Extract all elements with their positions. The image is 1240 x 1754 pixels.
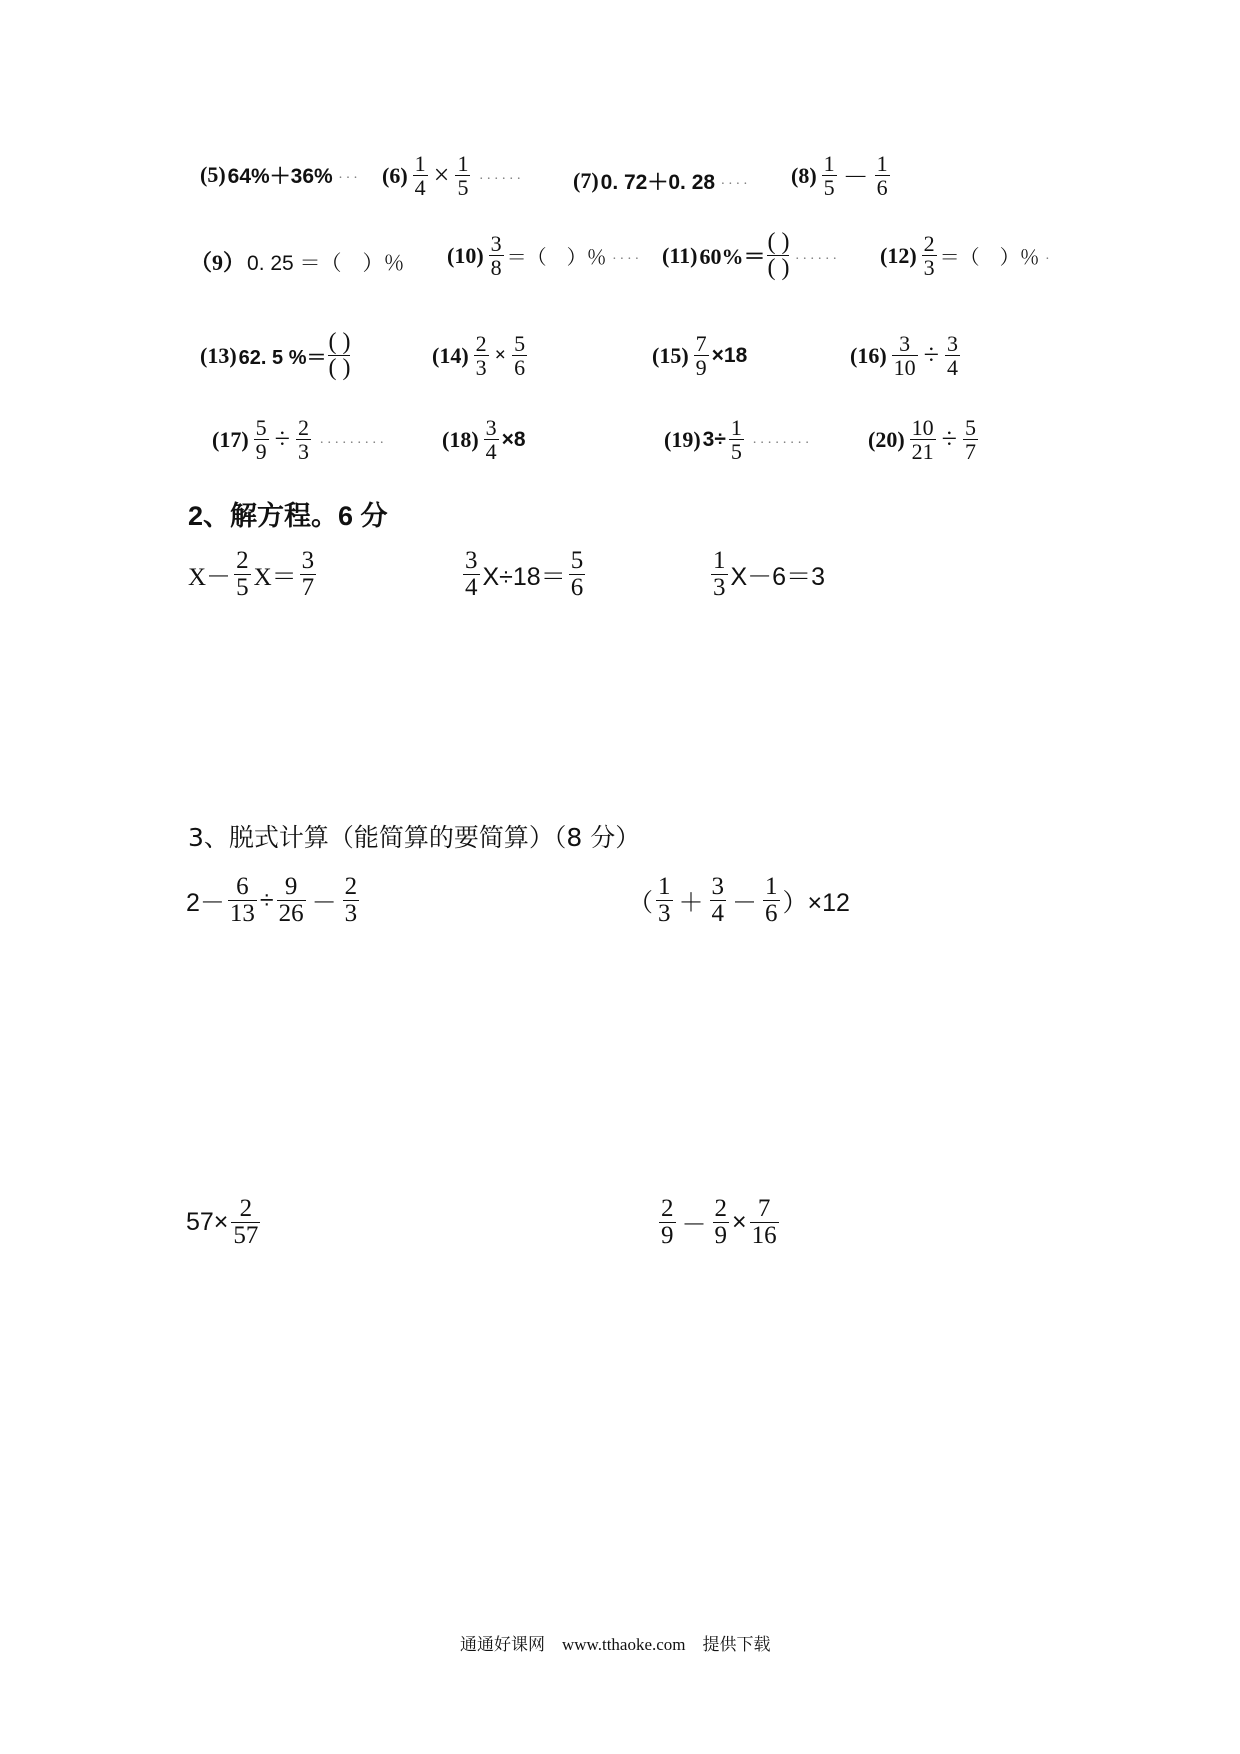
- fraction: $\frac{1}{5}$: [730, 415, 742, 465]
- equation-mid: X÷18＝: [482, 562, 566, 591]
- dot-leader: ....: [721, 173, 752, 188]
- dot-leader: ........: [752, 431, 813, 447]
- equation-lead: X－: [188, 563, 232, 591]
- blank-percent: ＝（ ）％: [506, 247, 607, 270]
- section-3-title: 3、脱式计算（能简算的要简算）（8 分）: [188, 823, 641, 852]
- blank-fraction: ( ) ( ): [328, 329, 351, 382]
- operator: －: [681, 1211, 707, 1239]
- dot-leader: ....: [612, 247, 643, 263]
- operator: ÷: [274, 423, 291, 455]
- expression: 64%＋36%: [227, 165, 333, 188]
- fraction: $\frac{10}{21}$: [911, 415, 934, 465]
- open-paren: （: [628, 889, 654, 917]
- calculation-3: [186, 1196, 263, 1250]
- problem-label: (12): [880, 242, 917, 268]
- problem-6: [382, 152, 524, 199]
- operator: －: [842, 163, 869, 193]
- problem-label: (20): [868, 426, 905, 452]
- dot-leader: ......: [479, 167, 525, 183]
- fraction: $\frac{2}{9}$: [661, 1195, 674, 1250]
- problem-17: [212, 416, 388, 463]
- problem-7: [573, 166, 751, 196]
- problem-15: [652, 332, 747, 379]
- operator: ×: [494, 344, 507, 367]
- problem-label: (17): [212, 426, 249, 452]
- fraction: $\frac{3}{10}$: [893, 331, 916, 381]
- expression: ×18: [711, 343, 748, 367]
- problem-label: (15): [652, 342, 689, 368]
- problem-13: [200, 330, 350, 381]
- blank-fraction: ( ) ( ): [767, 229, 790, 282]
- dot-leader: .: [1045, 247, 1054, 263]
- operator: ÷: [923, 339, 940, 371]
- problem-label: (19): [664, 426, 701, 452]
- fraction: $\frac{5}{6}$: [570, 547, 584, 602]
- problem-label: (13): [200, 342, 237, 368]
- operator: ×: [732, 1208, 747, 1237]
- fraction: $\frac{3}{7}$: [301, 547, 315, 602]
- problem-5: [200, 160, 361, 190]
- problem-10: [447, 232, 643, 279]
- fraction: $\frac{3}{4}$: [465, 547, 478, 602]
- operator: ＋: [678, 889, 704, 917]
- problem-label: (10): [447, 242, 484, 268]
- dot-leader: .........: [320, 431, 388, 447]
- dot-leader: ...: [338, 167, 362, 182]
- expression: 60%＝: [699, 244, 766, 270]
- problem-14: [432, 332, 530, 379]
- fraction: $\frac{3}{4}$: [485, 415, 497, 465]
- problem-label: (6): [382, 162, 408, 188]
- expression-lead: 2－: [186, 888, 225, 917]
- fraction: $\frac{1}{3}$: [658, 873, 671, 928]
- fraction: $\frac{2}{5}$: [236, 547, 249, 602]
- fraction: $\frac{1}{5}$: [457, 151, 469, 201]
- fraction: $\frac{7}{16}$: [751, 1195, 777, 1250]
- fraction: $\frac{1}{3}$: [713, 547, 726, 602]
- fraction: $\frac{9}{26}$: [278, 873, 304, 928]
- fraction: $\frac{6}{13}$: [229, 873, 255, 928]
- calculation-2: [628, 874, 850, 928]
- equation-mid: X＝: [253, 563, 297, 591]
- fraction: $\frac{2}{57}$: [233, 1195, 259, 1250]
- operator: ×: [433, 159, 450, 191]
- equation-3: [708, 548, 825, 602]
- expression: 0. 25 ＝（ ）％: [247, 251, 405, 275]
- fraction: $\frac{1}{5}$: [823, 151, 835, 201]
- problem-16: [850, 332, 963, 379]
- operator: ÷: [941, 423, 958, 455]
- problem-label: (16): [850, 342, 887, 368]
- close-paren-multiplier: ）×12: [782, 888, 850, 917]
- problem-9: [190, 246, 405, 277]
- problem-label: (11): [662, 242, 698, 268]
- expression: 62. 5 %＝: [238, 347, 327, 370]
- problem-label: (7): [573, 168, 599, 193]
- fraction: $\frac{3}{4}$: [947, 331, 959, 381]
- calculation-1: [186, 874, 362, 928]
- expression: ×8: [501, 427, 526, 451]
- problem-label: (8): [791, 162, 817, 188]
- fraction: $\frac{7}{9}$: [695, 331, 707, 381]
- expression: 0. 72＋0. 28: [600, 171, 716, 194]
- fraction: $\frac{5}{7}$: [965, 415, 977, 465]
- blank-percent: ＝（ ）％: [939, 247, 1040, 270]
- equation-tail: X－6＝3: [730, 562, 825, 591]
- fraction: $\frac{2}{3}$: [923, 231, 935, 281]
- problem-20: [868, 416, 981, 463]
- problem-label: (14): [432, 342, 469, 368]
- fraction: $\frac{3}{8}$: [490, 231, 502, 281]
- expression-lead: 57×: [186, 1208, 229, 1237]
- fraction: $\frac{2}{3}$: [475, 331, 487, 381]
- calculation-4: [656, 1196, 782, 1250]
- problem-8: [791, 152, 893, 199]
- equation-1: [188, 548, 319, 602]
- problem-label: (5): [200, 162, 226, 187]
- fraction: $\frac{1}{6}$: [876, 151, 888, 201]
- fraction: $\frac{5}{9}$: [255, 415, 267, 465]
- equation-2: [460, 548, 588, 602]
- fraction: $\frac{2}{9}$: [714, 1195, 728, 1250]
- operator: －: [311, 889, 337, 917]
- problem-12: [880, 232, 1053, 279]
- fraction: $\frac{2}{3}$: [344, 873, 358, 928]
- section-2-title: 2、解方程。6 分: [188, 501, 388, 531]
- fraction: $\frac{5}{6}$: [514, 331, 526, 381]
- page-footer: 通通好课网 www.tthaoke.com 提供下载: [460, 1635, 771, 1654]
- problem-19: [664, 416, 813, 463]
- fraction: $\frac{1}{6}$: [765, 873, 778, 928]
- operator: －: [732, 889, 758, 917]
- problem-11: [662, 230, 840, 281]
- problem-18: [442, 416, 526, 463]
- expression: 3÷: [702, 427, 726, 451]
- fraction: $\frac{3}{4}$: [711, 873, 725, 928]
- problem-label: （9）: [190, 250, 246, 275]
- dot-leader: ......: [795, 247, 841, 263]
- problem-label: (18): [442, 426, 479, 452]
- fraction: $\frac{2}{3}$: [298, 415, 310, 465]
- operator: ÷: [259, 886, 274, 915]
- fraction: $\frac{1}{4}$: [414, 151, 426, 201]
